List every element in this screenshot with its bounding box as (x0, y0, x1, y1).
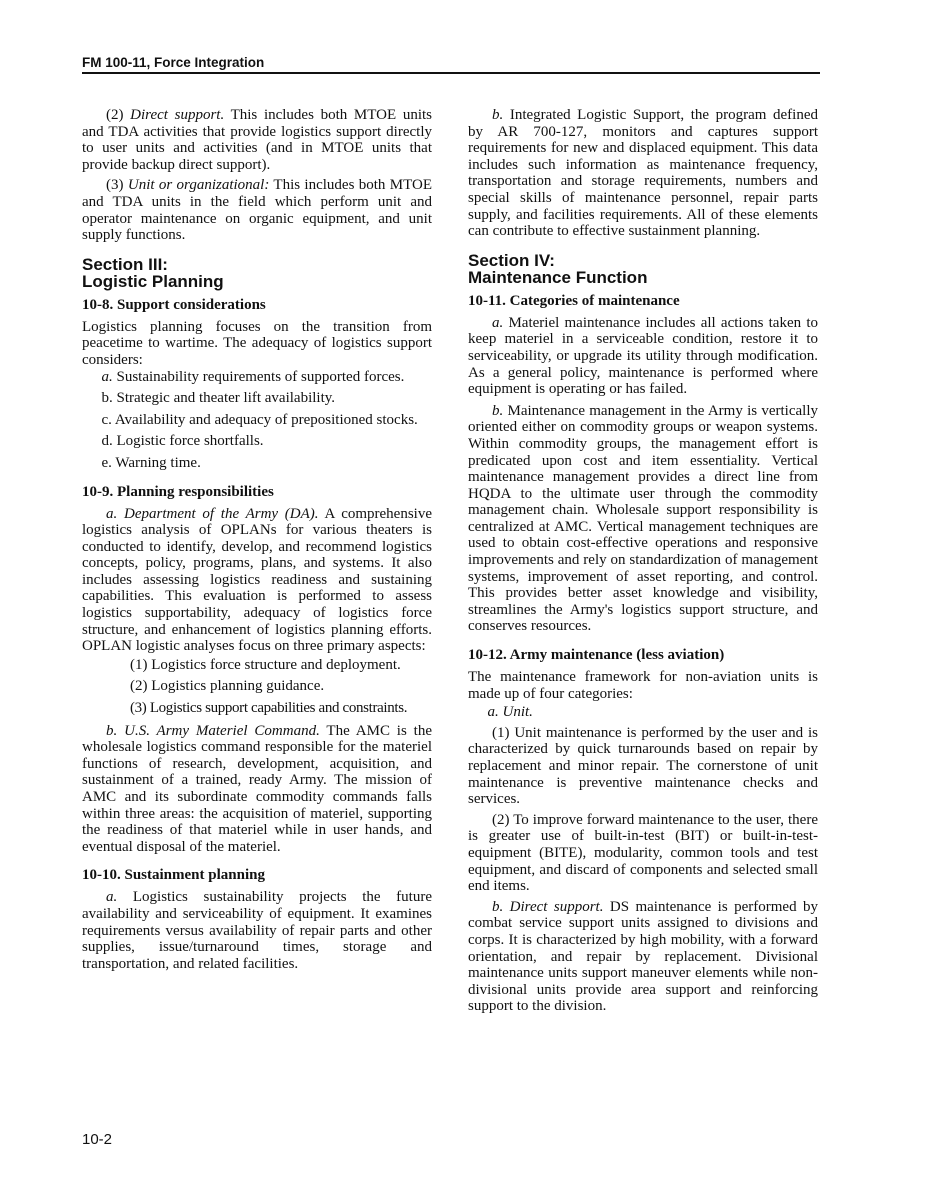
consideration-d: d. Logistic force shortfalls. (101, 433, 264, 450)
direct-support-paragraph: (2) Direct support. This includes both MTOE units and TDA activities that provide logistics support directly to user units and activities (and in MTOE units that provide backup direct support). (82, 107, 432, 173)
page-number: 10-2 (82, 1131, 113, 1148)
section-iii-heading: Section III: Logistic Planning (82, 254, 224, 291)
heading-10-11: 10-11. Categories of maintenance (468, 292, 680, 309)
support-considerations-intro: Logistics planning focuses on the transition from peacetime to wartime. The adequacy of logistics support considers: (82, 318, 432, 368)
running-head: FM 100-11, Force Integration (82, 55, 265, 70)
left-column (82, 107, 432, 972)
planning-da-paragraph: a. Department of the Army (DA). A comprehensive logistics analysis of OPLANs for various theaters is conducted to identify, develop, and recommend logistics concepts, policy, programs, plans, and systems. It also includes assessing logistics readiness and sustaining capabilities. This evaluation is performed to assess logistics supportability, adequacy of logistics force structure, and enhancement of logistics planning efforts. OPLAN logistic analyses focus on three primary aspects: (82, 505, 432, 655)
aspect-2: (2) Logistics planning guidance. (130, 678, 325, 695)
heading-10-9: 10-9. Planning responsibilities (82, 483, 274, 500)
consideration-c: c. Availability and adequacy of prepositioned stocks. (101, 411, 418, 428)
army-maintenance-intro: The maintenance framework for non-aviation units is made up of four categories: (468, 669, 818, 702)
direct-support-maintenance: b. Direct support. DS maintenance is performed by combat service support units assigned to divisions and corps. It is characterized by high mobility, with a forward orientation, and repair by replacement. Divisional maintenance units support maneuver elements while non-divisional units provide area support and reinforcing support to the division. (468, 898, 818, 1015)
consideration-b: b. Strategic and theater lift availability. (101, 390, 336, 407)
aspect-1: (1) Logistics force structure and deployment. (130, 656, 401, 673)
sustainment-paragraph: a. Logistics sustainability projects the future availability and serviceability of equipment. It examines requirements versus availability of repair parts and other supplies, issue/turnaround times, storage and transportation, and related facilities. (82, 889, 432, 972)
consideration-e: e. Warning time. (101, 454, 201, 471)
heading-10-8: 10-8. Support considerations (82, 296, 266, 313)
consideration-a: a. Sustainability requirements of supported forces. (101, 368, 405, 385)
aspect-3: (3) Logistics support capabilities and constraints. (130, 700, 408, 717)
right-column (468, 107, 818, 1015)
maintenance-a-paragraph: a. Materiel maintenance includes all actions taken to keep materiel in a serviceable condition, restore it to serviceability, or upgrade its utility through modification. As a general policy, maintenance is performed where equipment is operating or has failed. (468, 314, 818, 398)
category-unit-label: a. Unit. (487, 704, 533, 721)
section-iv-heading: Section IV: Maintenance Function (468, 250, 648, 287)
unit-maintenance-2: (2) To improve forward maintenance to the user, there is greater use of built-in-test (BIT) or built-in-test-equipment (BITE), modularity, common tools and test equipment, and discard of components and selected small end items. (468, 811, 818, 895)
header-rule (82, 72, 820, 74)
ils-paragraph: b. Integrated Logistic Support, the program defined by AR 700-127, monitors and captures support requirements for new and displaced equipment. This data includes such information as maintenance frequency, transportation and storage requirements, numbers and special skills of maintenance personnel, repair parts supply, and facilities requirements. All of these elements can contribute to effective sustainment planning. (468, 107, 818, 240)
unit-maintenance-1: (1) Unit maintenance is performed by the user and is characterized by quick turnarounds based on repair by replacement and minor repair. The cornerstone of unit maintenance is preventive maintenance checks and services. (468, 724, 818, 808)
unit-organizational-paragraph: (3) Unit or organizational: This includes both MTOE and TDA units in the field which perform unit and operator maintenance on organic equipment, and unit supply functions. (82, 177, 433, 244)
heading-10-10: 10-10. Sustainment planning (82, 867, 265, 884)
heading-10-12: 10-12. Army maintenance (less aviation) (468, 647, 725, 664)
maintenance-b-paragraph: b. Maintenance management in the Army is vertically oriented either on commodity groups or weapon systems. Within commodity groups, the management effort is predicated upon cost and item essentiality. Vertical maintenance management provides a direct line from HQDA to the ultimate user through the commodity management chain. Wholesale support responsibility is centralized at AMC. Vertical management techniques are used to obtain cost-effective operations and responsive improvements and rely on standardization of management systems, improvement of asset reporting, and control. This provides better asset knowledge and visibility, streamlines the Army's logistics support structure, and conserves resources. (468, 402, 818, 635)
planning-amc-paragraph: b. U.S. Army Materiel Command. The AMC is the wholesale logistics command responsible for the materiel functions of research, development, acquisition, and sustainment of a trained, ready Army. The mission of AMC and its subordinate commodity commands falls within three areas: the acquisition of materiel, supporting the readiness of that materiel while in user hands, and eventual disposal of the materiel. (82, 722, 432, 855)
